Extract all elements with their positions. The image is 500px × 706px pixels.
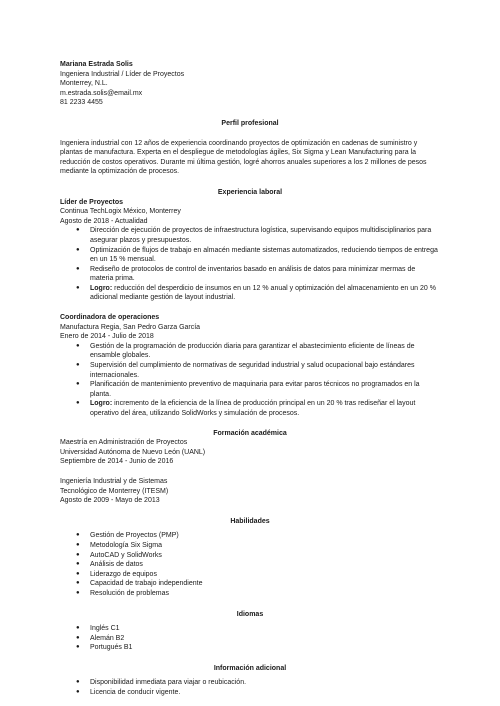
languages-list: [60, 624, 440, 653]
job-entry: [60, 313, 440, 419]
bullet-text: incremento de la eficiencia de la línea de producción principal en un 20 % tras rediseñar el layout operativo del área, utilizando SolidWorks y simulación de procesos.: [90, 400, 416, 417]
education-dates: Septiembre de 2014 - Junio de 2016: [60, 458, 174, 466]
job-dates: Enero de 2014 - Julio de 2018: [60, 333, 154, 341]
bullet-bold-label: Logro:: [90, 400, 113, 408]
skill-item: ● Liderazgo de equipos: [60, 570, 440, 580]
job-bullet-list: [60, 342, 440, 419]
additional-heading: Información adicional: [213, 664, 287, 672]
profile-text: Ingeniera industrial con 12 años de experiencia coordinando proyectos de optimización en cadenas de suministro y plantas de manufactura. Experta en el despliegue de metodologías ágiles, Six Sigma y Lean Manufacturing para la reducción de costos operativos. Durante mi última gestión, logré ahorros anuales superiores a los 2 millones de pesos mediante la optimización de procesos.: [60, 139, 427, 176]
job-entry: [60, 198, 440, 304]
job-bullet: [60, 226, 440, 245]
job-bullet: [60, 399, 440, 418]
language-item: ● Alemán B2: [60, 634, 440, 644]
job-bullet: [60, 246, 440, 265]
education-entry: [60, 477, 440, 506]
resume-content: [60, 60, 440, 698]
education-heading: Formación académica: [213, 429, 287, 437]
education-school: Tecnológico de Monterrey (ITESM): [60, 487, 169, 495]
candidate-title: Ingeniera Industrial / Líder de Proyectos: [60, 70, 185, 78]
candidate-location: Monterrey, N.L.: [60, 80, 108, 88]
language-item: ● Portugués B1: [60, 643, 440, 653]
job-bullet: [60, 361, 440, 380]
education-entry: [60, 438, 440, 467]
additional-item: ● Licencia de conducir vigente.: [60, 688, 440, 698]
bullet-text: Gestión de la programación de producción diaria para garantizar el abastecimiento eficiente de líneas de ensamble globales.: [90, 342, 415, 360]
job-dates: Agosto de 2018 - Actualidad: [60, 217, 148, 225]
languages-heading: Idiomas: [236, 610, 264, 618]
education-school: Universidad Autónoma de Nuevo León (UANL): [60, 448, 206, 456]
skill-item: ● Capacidad de trabajo independiente: [60, 579, 440, 589]
education-degree: Ingeniería Industrial y de Sistemas: [60, 477, 168, 485]
additional-item: ● Disponibilidad inmediata para viajar o reubicación.: [60, 678, 440, 688]
bullet-text: Dirección de ejecución de proyectos de infraestructura logística, supervisando equipos multidisciplinarios para asegurar plazos y presupuestos.: [90, 227, 432, 244]
contact-header: [60, 60, 440, 108]
skill-item: ● AutoCAD y SolidWorks: [60, 551, 440, 561]
candidate-email: m.estrada.solis@email.mx: [60, 89, 143, 97]
education-dates: Agosto de 2009 - Mayo de 2013: [60, 497, 160, 505]
job-bullet: [60, 284, 440, 303]
job-title: Coordinadora de operaciones: [60, 314, 160, 322]
bullet-text: Rediseño de protocolos de control de inventarios basado en análisis de datos para minimizar mermas de materia prima.: [90, 265, 416, 283]
job-title: Líder de Proyectos: [60, 198, 124, 206]
job-company: Manufactura Regia, San Pedro Garza García: [60, 323, 201, 331]
job-bullet-list: [60, 226, 440, 303]
job-company: Continua TechLogix México, Monterrey: [60, 208, 181, 216]
language-item: ● Inglés C1: [60, 624, 440, 634]
skills-heading: Habilidades: [230, 517, 270, 525]
job-bullet: [60, 342, 440, 361]
job-bullet: [60, 265, 440, 284]
education-degree: Maestría en Administración de Proyectos: [60, 439, 188, 447]
candidate-phone: 81 2233 4455: [60, 99, 103, 107]
skills-list: [60, 531, 440, 598]
profile-heading: Perfil profesional: [221, 119, 279, 127]
skill-item: ● Resolución de problemas: [60, 589, 440, 599]
bullet-bold-label: Logro:: [90, 284, 113, 292]
experience-heading: Experiencia laboral: [217, 188, 283, 196]
skill-item: ● Gestión de Proyectos (PMP): [60, 531, 440, 541]
bullet-text: Supervisión del cumplimiento de normativas de seguridad industrial y salud ocupacional bajo estándares internacionales.: [90, 362, 415, 379]
bullet-text: Optimización de flujos de trabajo en almacén mediante sistemas automatizados, reduciendo tiempos de entrega en un 15 % mensual.: [90, 246, 438, 264]
additional-list: [60, 678, 440, 697]
candidate-name: Mariana Estrada Solis: [60, 61, 133, 68]
skill-item: ● Metodología Six Sigma: [60, 541, 440, 551]
bullet-text: reducción del desperdicio de insumos en un 12 % anual y optimización del almacenamiento en un 20 % adicional mediante gestión de layout industrial.: [90, 284, 436, 302]
bullet-text: Planificación de mantenimiento preventivo de maquinaria para evitar paros técnicos no programados en la planta.: [90, 381, 420, 398]
job-bullet: [60, 380, 440, 399]
skill-item: ● Análisis de datos: [60, 560, 440, 570]
